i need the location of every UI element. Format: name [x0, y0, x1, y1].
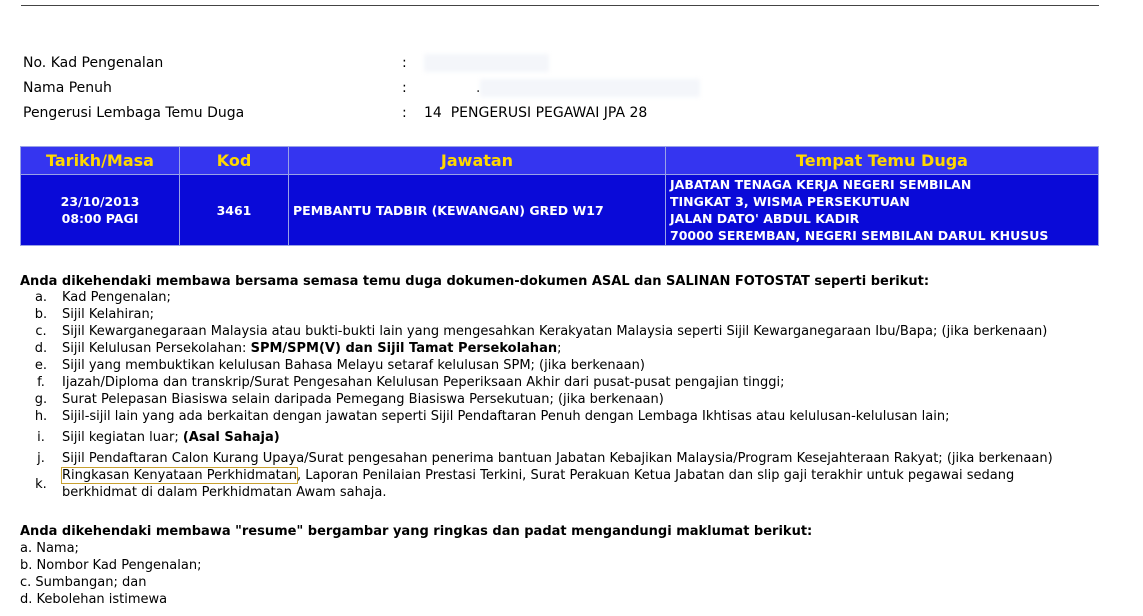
interview-time: 08:00 PAGI [61, 211, 139, 226]
top-divider [21, 5, 1099, 6]
chair-colon: : [402, 105, 407, 121]
ic-label: No. Kad Pengenalan [23, 55, 164, 71]
table-header-row [21, 147, 1099, 175]
cell-date-time [21, 175, 180, 246]
venue-line: TINGKAT 3, WISMA PERSEKUTUAN [670, 194, 910, 209]
header-venue: Tempat Temu Duga [666, 147, 1099, 175]
documents-heading: Anda dikehendaki membawa bersama semasa temu duga dokumen-dokumen ASAL dan SALINAN FOTOSTAT seperti berikut: [20, 274, 930, 289]
cell-position: PEMBANTU TADBIR (KEWANGAN) GRED W17 [289, 175, 666, 246]
list-item: d. Sijil Kelulusan Persekolahan: SPM/SPM(V) dan Sijil Tamat Persekolahan; [34, 341, 562, 356]
name-partial: . [476, 80, 481, 96]
list-item: j. Sijil Pendaftaran Calon Kurang Upaya/Surat pengesahan penerima bantuan Jabatan Kebajikan Malaysia/Program Kesejahteraan Rakyat; (jika berkenaan) [37, 451, 1053, 466]
venue-line: 70000 SEREMBAN, NEGERI SEMBILAN DARUL KHUSUS [670, 228, 1049, 243]
interview-date: 23/10/2013 [60, 194, 140, 209]
name-value-redacted [424, 78, 700, 98]
list-item: e. Sijil yang membuktikan kelulusan Bahasa Melayu setaraf kelulusan SPM; (jika berkenaan) [34, 358, 645, 373]
list-item: b. Sijil Kelahiran; [34, 307, 155, 322]
list-item: d. Kebolehan istimewa [20, 592, 168, 607]
cell-code: 3461 [180, 175, 289, 246]
ic-value-redacted [424, 53, 549, 73]
header-date: Tarikh/Masa [21, 147, 180, 175]
list-item: g. Surat Pelepasan Biasiswa selain daripada Pemegang Biasiswa Persekutuan; (jika berkenaan) [34, 392, 664, 407]
ic-colon: : [402, 55, 407, 71]
list-item: h. Sijil-sijil lain yang ada berkaitan dengan jawatan seperti Sijil Pendaftaran Penuh dengan Lembaga Ikhtisas atau kelulusan-kelulusan lain; [34, 409, 950, 424]
resume-heading: Anda dikehendaki membawa "resume" bergambar yang ringkas dan padat mengandungi maklumat berikut: [20, 524, 813, 539]
list-item: i. Sijil kegiatan luar; (Asal Sahaja) [37, 430, 280, 445]
header-code: Kod [180, 147, 289, 175]
documents-section [20, 274, 1062, 501]
documents-list [20, 289, 1062, 501]
list-item: k. Ringkasan Kenyataan Perkhidmatan, Laporan Penilaian Prestasi Terkini, Surat Perakuan Ketua Jabatan dan slip gaji terakhir untuk pegawai sedang berkhidmat di dalam Perkhidmatan Awam sahaja. [35, 468, 1015, 500]
table-row [21, 175, 1099, 246]
list-item: c. Sumbangan; dan [20, 575, 147, 590]
header-position: Jawatan [289, 147, 666, 175]
venue-line: JALAN DATO' ABDUL KADIR [670, 211, 860, 226]
list-item: f. Ijazah/Diploma dan transkrip/Surat Pengesahan Kelulusan Peperiksaan Akhir dari pusat-pusat pengajian tinggi; [37, 375, 785, 390]
chair-label: Pengerusi Lembaga Temu Duga [23, 105, 245, 121]
list-item: a. Kad Pengenalan; [34, 290, 171, 305]
list-item: a. Nama; [20, 541, 79, 556]
resume-section [20, 523, 812, 608]
cell-venue [666, 175, 1099, 246]
list-item: b. Nombor Kad Pengenalan; [20, 558, 202, 573]
name-colon: : [402, 80, 407, 96]
interview-schedule-table [20, 146, 1099, 246]
name-label: Nama Penuh [23, 80, 112, 96]
chair-value: 14 PENGERUSI PEGAWAI JPA 28 [424, 105, 648, 121]
list-item: c. Sijil Kewarganegaraan Malaysia atau bukti-bukti lain yang mengesahkan Kerakyatan Malaysia seperti Sijil Kewarganegaraan Ibu/Bapa; (jika berkenaan) [35, 324, 1048, 339]
venue-line: JABATAN TENAGA KERJA NEGERI SEMBILAN [670, 177, 972, 192]
service-summary-link[interactable]: Ringkasan Kenyataan Perkhidmatan [62, 468, 297, 483]
